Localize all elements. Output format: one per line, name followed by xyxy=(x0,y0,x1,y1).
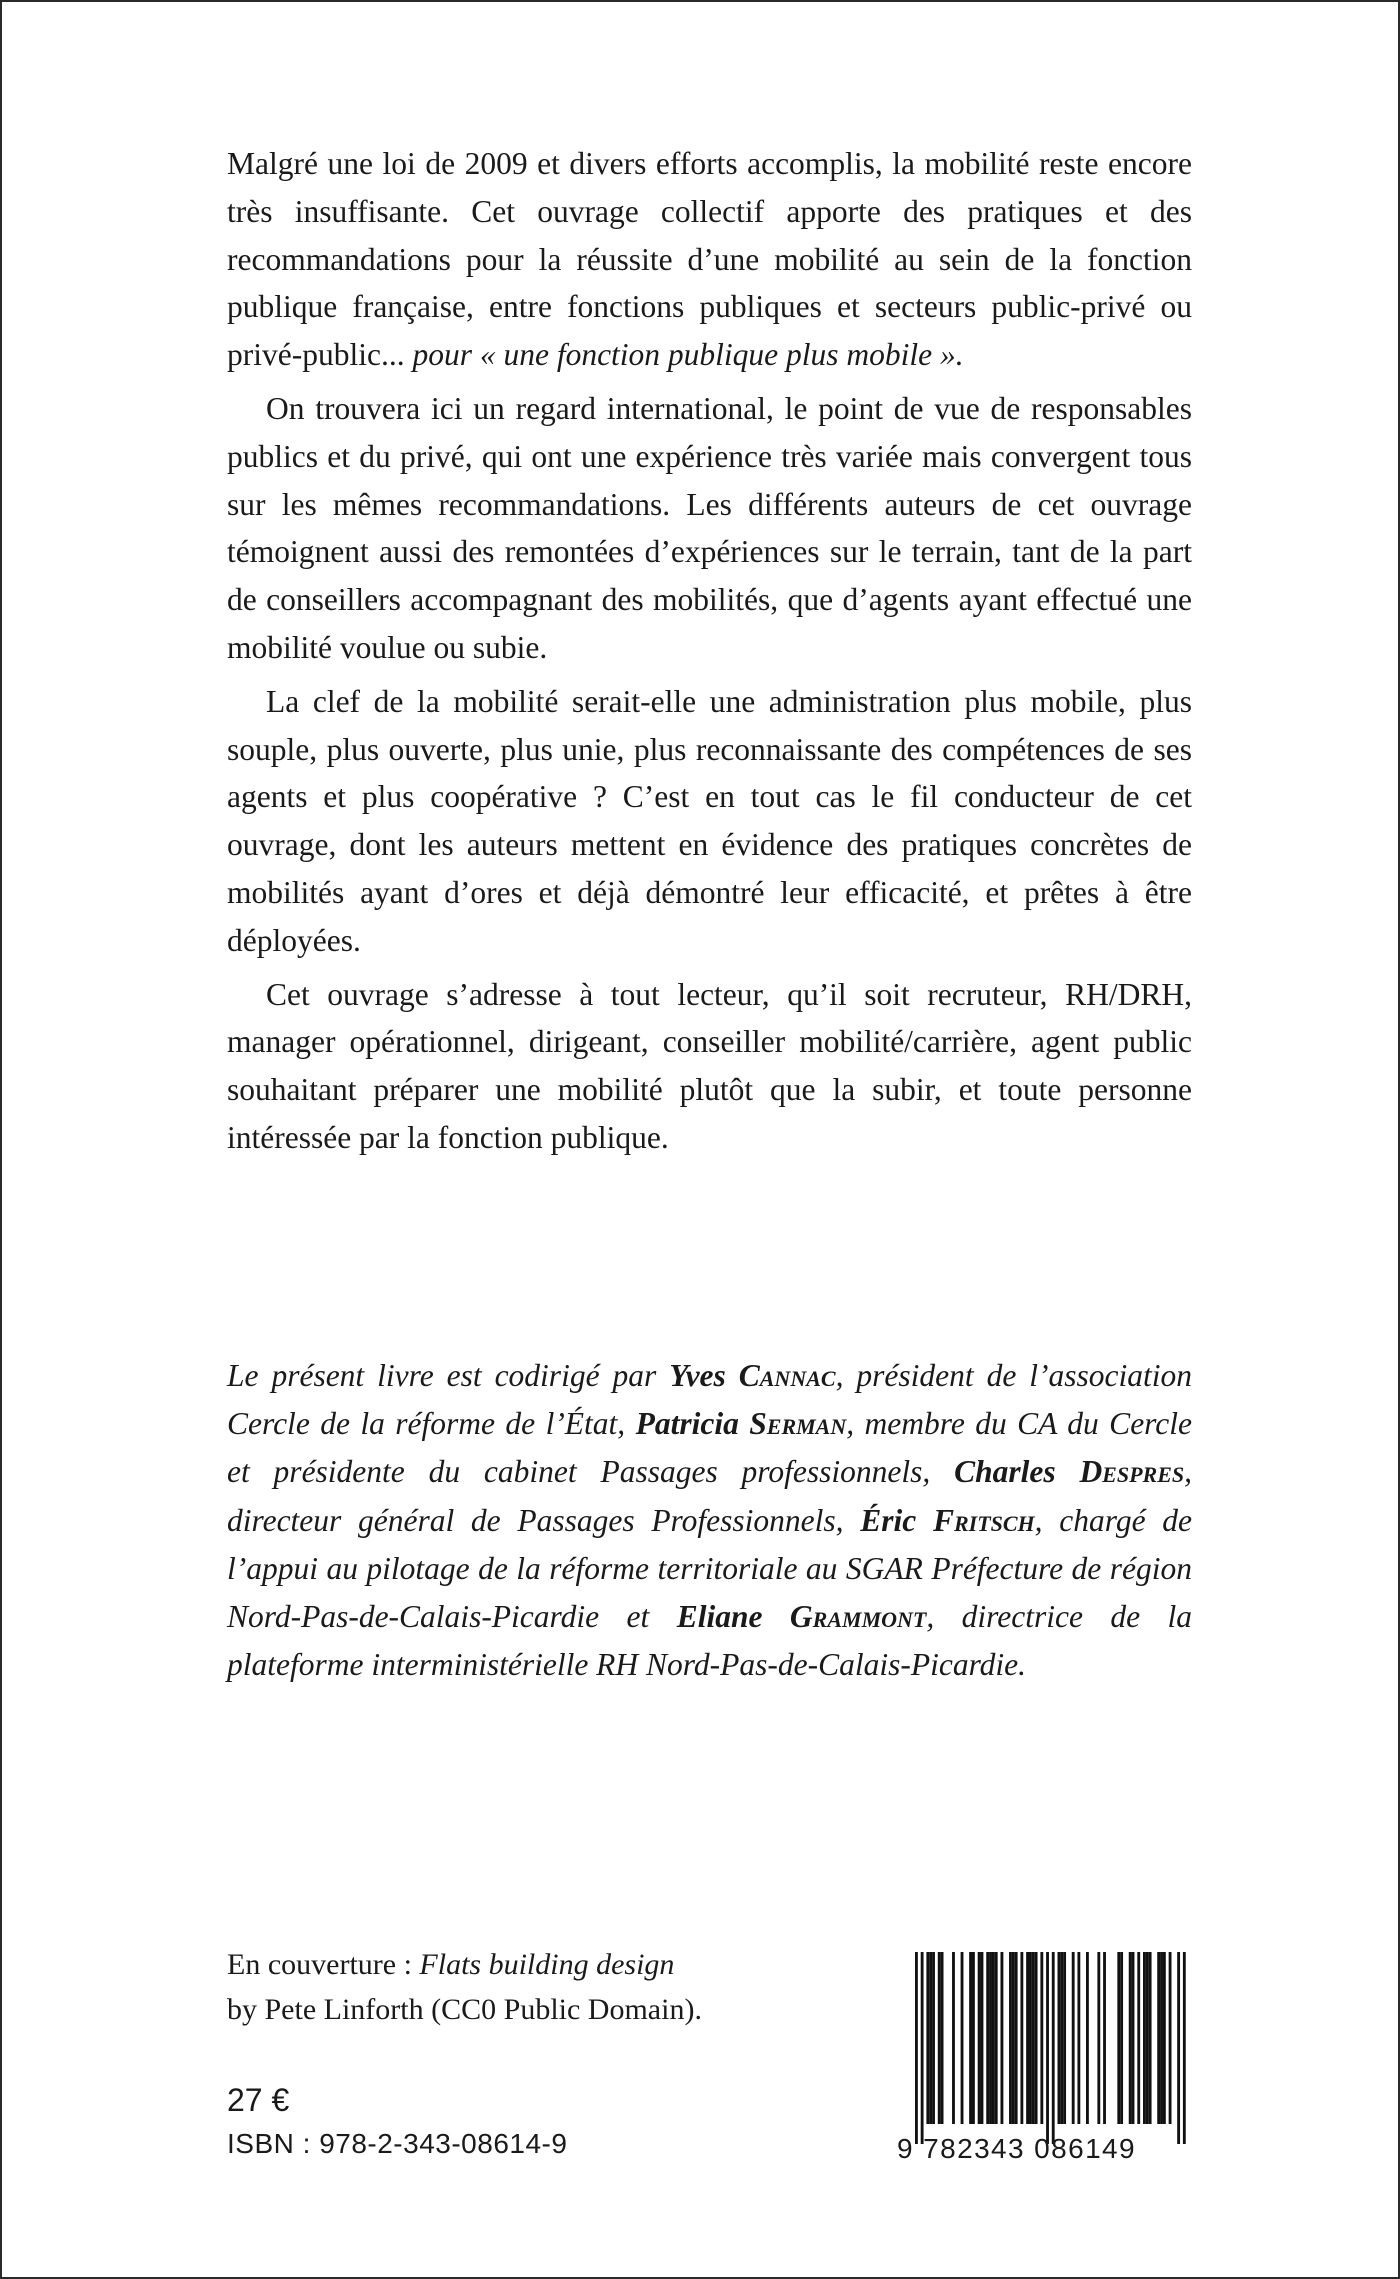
blurb xyxy=(227,140,1192,1168)
barcode-bar xyxy=(992,1952,995,2124)
barcode-bar xyxy=(969,1952,972,2124)
isbn: ISBN : 978-2-343-08614-9 xyxy=(227,2128,568,2159)
barcode-bar xyxy=(1032,1952,1035,2124)
barcode-bar xyxy=(981,1952,984,2124)
blurb-paragraph-3: La clef de la mobilité serait-elle une administration plus mobile, plus souple, plus ouverte, plus unie, plus reconnaissante des compétences de ses agents et plus coopérative ? C’est en tout cas le fil conducteur de cet ouvrage, dont les auteurs mettent en évidence des pratiques concrètes de mobilités ayant d’ores et déjà démontré leur efficacité, et prêtes à être déployées. xyxy=(227,683,1192,958)
barcode-bar xyxy=(1060,1952,1063,2124)
blurb-paragraph-4: Cet ouvrage s’adresse à tout lecteur, qu’il soit recruteur, RH/DRH, manager opérationnel, dirigeant, conseiller mobilité/carrière, agent public souhaitant préparer une mobilité plutôt que la subir, et toute personne intéressée par la fonction publique. xyxy=(227,976,1192,1155)
barcode-bar xyxy=(989,1952,992,2124)
barcode-bar xyxy=(926,1952,929,2124)
barcode-bar xyxy=(1143,1952,1146,2124)
barcode-bar xyxy=(1058,1952,1061,2124)
blurb-italic-phrase: pour « une fonction publique plus mobile ». xyxy=(412,337,964,373)
barcode-bar xyxy=(1029,1952,1032,2124)
author-name: Patricia Serman xyxy=(635,1406,847,1442)
barcode-bar xyxy=(1183,1952,1186,2144)
barcode-bar xyxy=(1163,1952,1166,2124)
barcode-bar xyxy=(1077,1952,1080,2124)
barcode-bar xyxy=(1132,1952,1135,2124)
barcode-bar xyxy=(941,1952,944,2124)
barcode-bars xyxy=(897,1952,1197,2144)
barcode-bar xyxy=(929,1952,932,2124)
barcode-bar xyxy=(1157,1952,1160,2124)
barcode-bar xyxy=(1046,1952,1049,2144)
cover-credit xyxy=(227,1942,847,2032)
barcode-bar xyxy=(986,1952,989,2124)
barcode-bar xyxy=(1097,1952,1100,2124)
barcode-bar xyxy=(1117,1952,1120,2124)
barcode-bar xyxy=(1015,1952,1018,2124)
barcode-bar xyxy=(972,1952,975,2124)
barcode-bar xyxy=(1149,1952,1152,2124)
blurb-paragraph-2: On trouvera ici un regard international, le point de vue de responsables publics et du privé, qui ont une expérience très variée mais convergent tous sur les mêmes recommandations. Les différents auteurs de cet ouvrage témoignent aussi des remontées d’expériences sur le terrain, tant de la part de conseillers accompagnant des mobilités, que d’agents ayant effectué une mobilité voulue ou subie. xyxy=(227,390,1192,665)
barcode-bar xyxy=(961,1952,964,2124)
barcode-bar xyxy=(1146,1952,1149,2124)
barcode-bar xyxy=(1103,1952,1106,2124)
barcode-bar xyxy=(1001,1952,1004,2124)
barcode-bar xyxy=(1137,1952,1140,2124)
author-name: Éric Fritsch xyxy=(860,1502,1035,1538)
cover-credit-line-1: En couverture : Flats building design xyxy=(227,1948,675,1981)
barcode-bar xyxy=(1035,1952,1038,2124)
blurb-paragraph-1: Malgré une loi de 2009 et divers efforts accomplis, la mobilité reste encore très insuffisante. Cet ouvrage collectif apporte des pratiques et des recommandations pour la réussite d’une mobilité au sein de la fonction publique française, entre fonctions publiques et secteurs public-privé ou privé-public... pour « une fonction publique plus mobile ». xyxy=(227,146,1192,373)
barcode-bar xyxy=(915,1952,918,2144)
barcode-bar xyxy=(1063,1952,1066,2124)
author-name: Yves Cannac xyxy=(669,1358,836,1393)
barcode-bar xyxy=(1009,1952,1012,2124)
barcode-bar xyxy=(932,1952,935,2124)
barcode-bar xyxy=(1012,1952,1015,2124)
barcode-bar xyxy=(1169,1952,1172,2124)
author-name: Charles Despres xyxy=(954,1454,1185,1490)
barcode-bar xyxy=(995,1952,998,2124)
barcode-bar xyxy=(952,1952,955,2124)
barcode-bar xyxy=(1120,1952,1123,2124)
barcode xyxy=(897,1952,1197,2182)
barcode-bar xyxy=(1072,1952,1075,2124)
barcode-bar xyxy=(1177,1952,1180,2144)
barcode-bar xyxy=(1160,1952,1163,2124)
barcode-bar xyxy=(1052,1952,1055,2144)
barcode-bar xyxy=(1086,1952,1089,2124)
barcode-bar xyxy=(1129,1952,1132,2124)
authors-statement: Le présent livre est codirigé par Yves Cannac, président de l’association Cercle de la réforme de l’État, Patricia Serman, membre du CA du Cercle et présidente du cabinet Passages professionnels, Charles Despres, directeur général de Passages Professionnels, Éric Fritsch, chargé de l’appui au pilotage de la réforme territoriale au SGAR Préfecture de région Nord-Pas-de-Calais-Picardie et Eliane Grammont, directrice de la plateforme interministérielle RH Nord-Pas-de-Calais-Picardie. xyxy=(227,1358,1193,1683)
price: 27 € xyxy=(227,2082,290,2118)
barcode-bar xyxy=(938,1952,941,2124)
barcode-bar xyxy=(978,1952,981,2124)
barcode-bar xyxy=(1040,1952,1043,2124)
barcode-bar xyxy=(921,1952,924,2144)
author-name: Eliane Grammont xyxy=(676,1599,927,1635)
barcode-bar xyxy=(1020,1952,1023,2124)
barcode-digits: 9 782343 086149 xyxy=(897,2133,1136,2164)
barcode-bar xyxy=(1026,1952,1029,2124)
cover-credit-line-2: by Pete Linforth (CC0 Public Domain). xyxy=(227,1993,702,2026)
